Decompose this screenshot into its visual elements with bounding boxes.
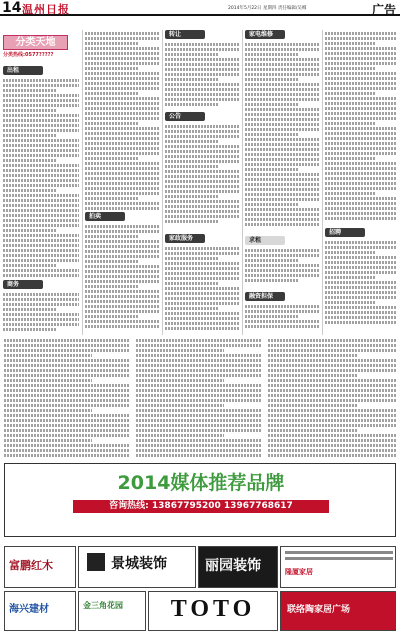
section-home: 家政服务 [165,234,205,243]
brand-ads-grid [4,546,396,634]
column-2-text [85,30,160,210]
ad-lianluo: 联络陶家居广场 [280,591,396,631]
ad-fupeng: 富鹏红木 [4,546,76,588]
classifieds-phone: 分类热线:0577????? [3,52,54,58]
section-public: 公告 [165,112,205,121]
ad-jinsanjiao: 金三角花园 [78,591,146,631]
section-rent: 出租 [3,66,43,75]
section-jobs: 招聘 [325,228,365,237]
ad-jingcheng: 景城装饰 [78,546,196,588]
column-5-text [325,30,397,225]
notice-column-3 [268,337,396,460]
banner-title: 2014媒体推荐品牌 [117,472,285,494]
section-home-repair: 家电维修 [245,30,285,39]
date-line: 2014年5月22日 星期四 责任编辑/吴娜 [228,6,307,11]
banner-hotline: 咨询热线: 13867795200 13967768617 [73,500,329,513]
section-business: 商务 [3,280,43,289]
media-brand-banner [4,463,396,537]
newspaper-logo: 温州日报 [22,3,70,16]
section-transfer: 转让 [165,30,205,39]
notice-column-2 [136,337,262,460]
column-1-text [3,77,79,277]
classifieds-title: 分类天地 [3,35,68,50]
ad-longsha: 隆厦家居 [280,546,396,588]
page-number: 14 [2,0,22,16]
ad-toto: TOTO [148,591,278,631]
ad-liyuan: 丽园装饰 [198,546,278,588]
section-finance: 融资担保 [245,292,285,301]
section-title: 广告 [372,3,397,17]
section-auction: 拍卖 [85,212,125,221]
section-wanted: 求租 [245,236,285,245]
ad-haixing: 海兴建材 [4,591,76,631]
notice-column-1 [4,337,130,460]
